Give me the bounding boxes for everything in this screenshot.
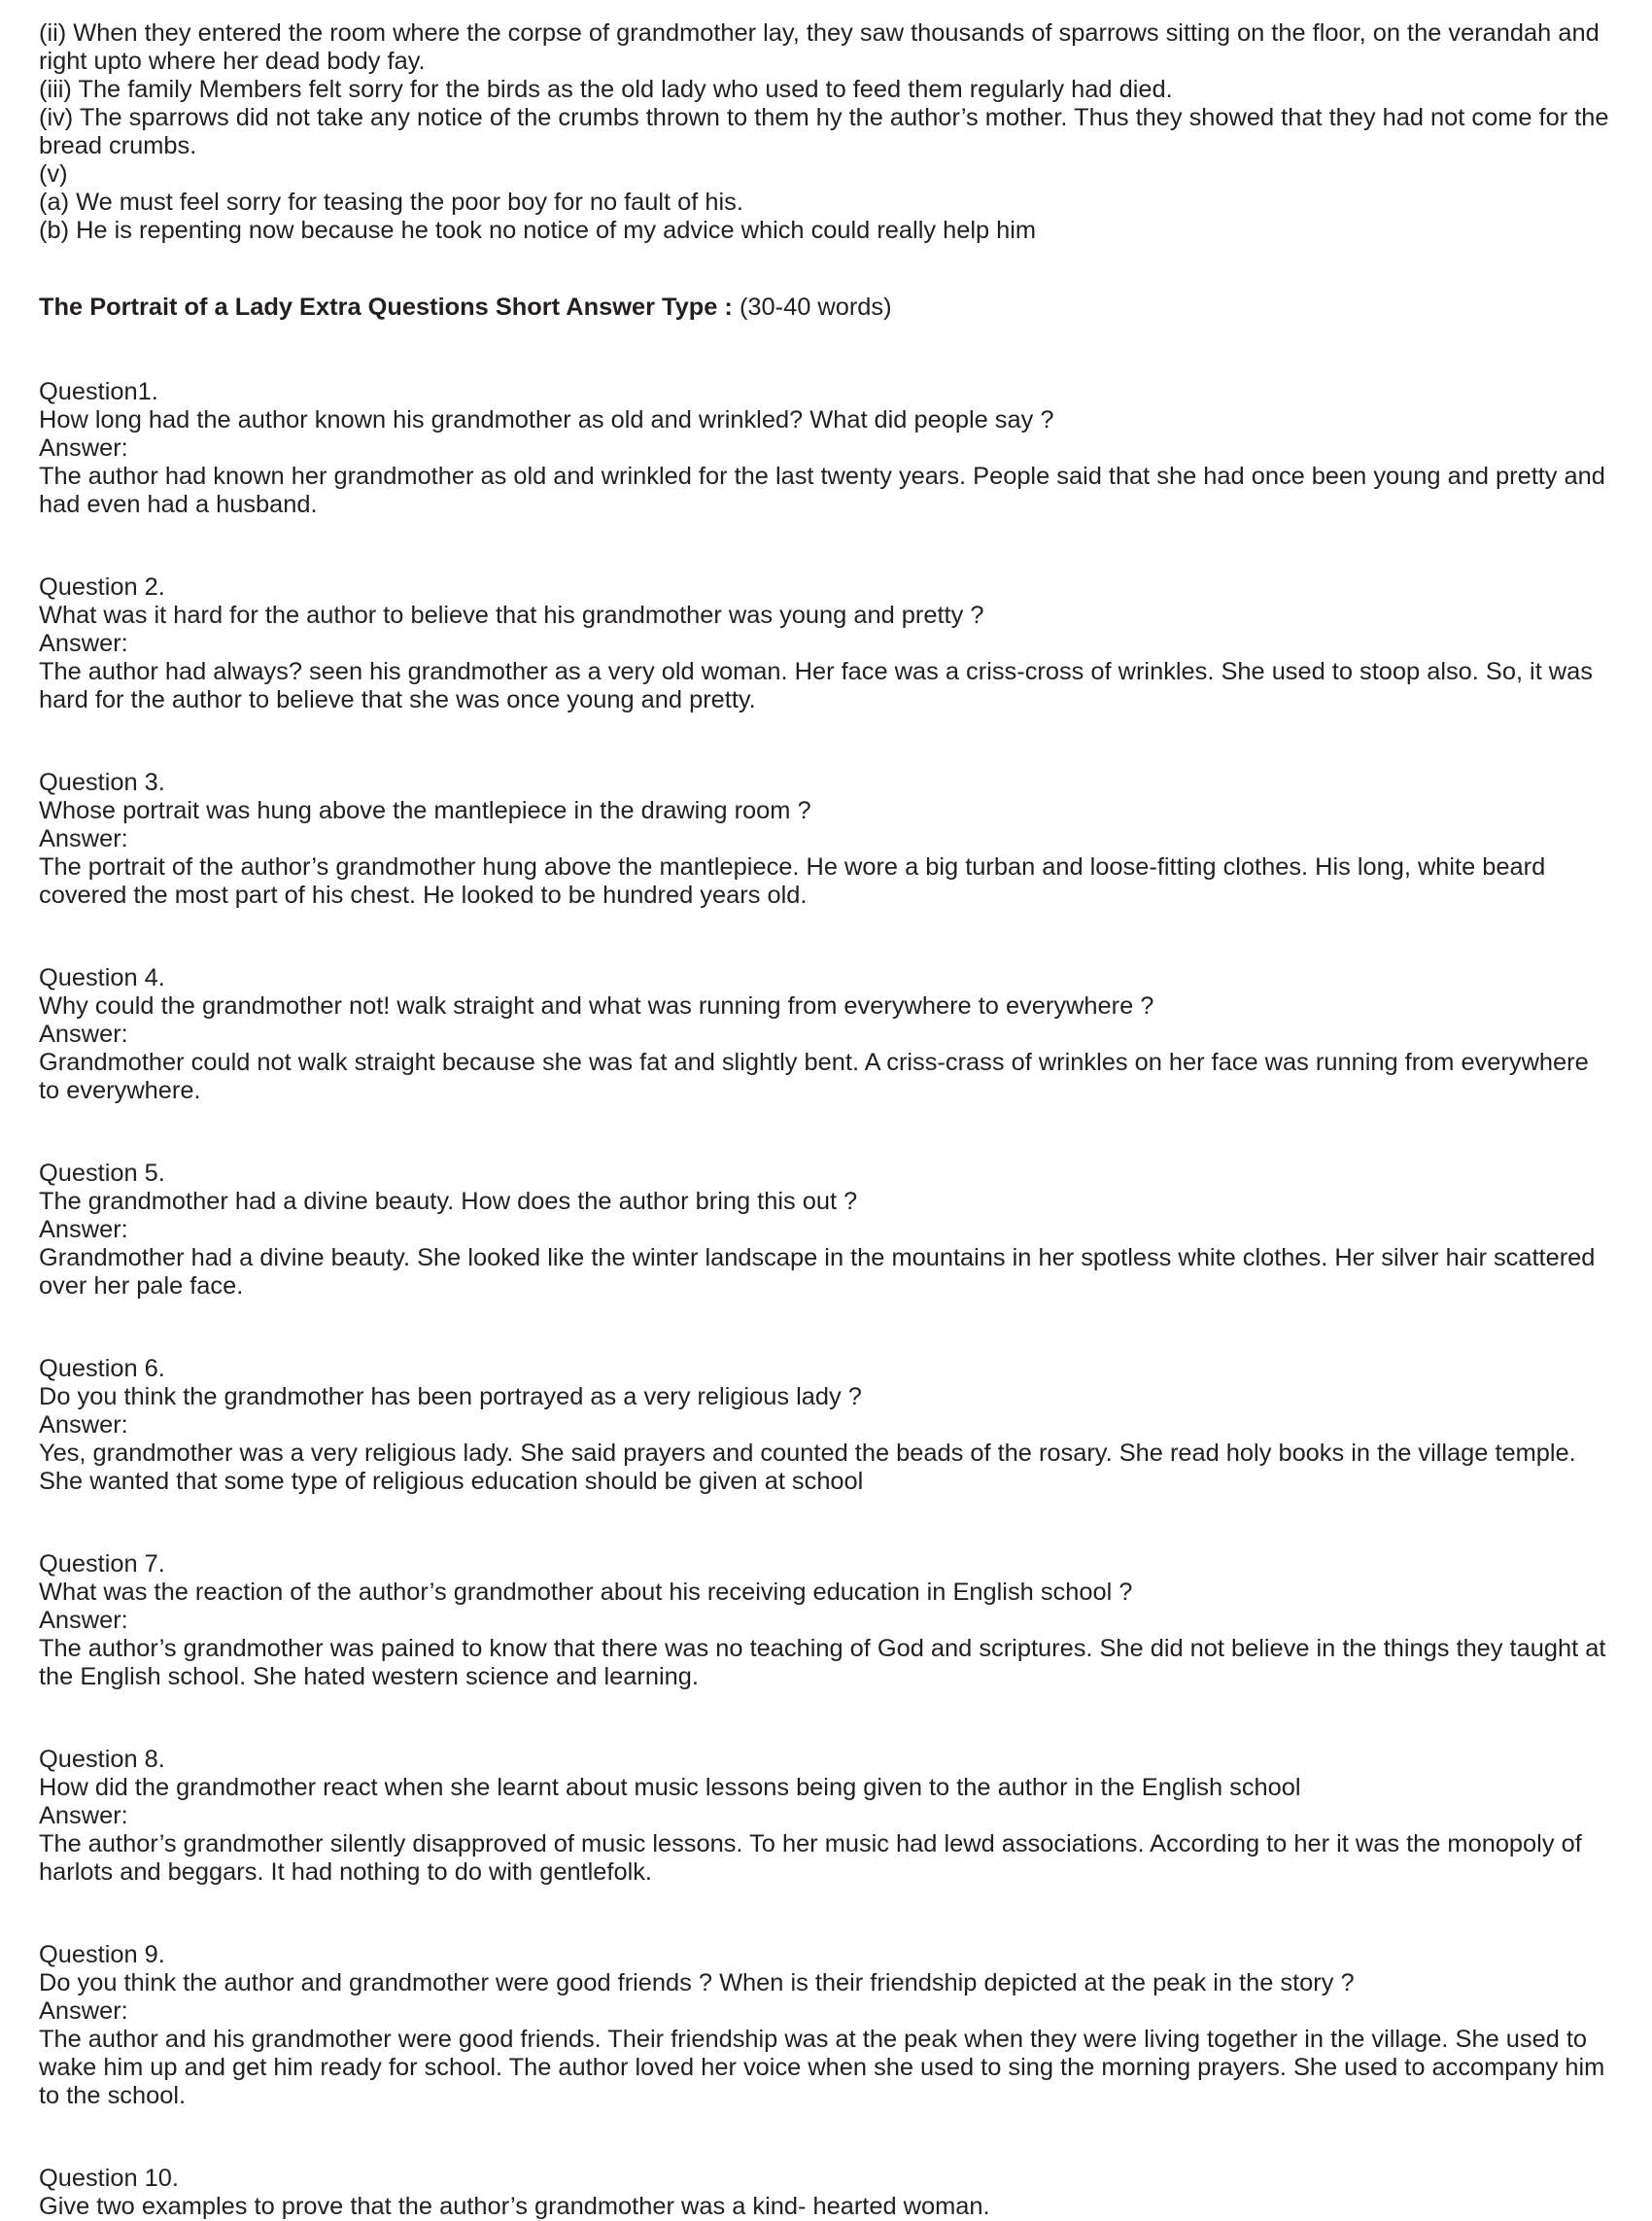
question-label: Question 5. [39, 1160, 165, 1187]
question-block-7 [39, 1550, 1613, 1691]
answer-text: The portrait of the author’s grandmother hung above the mantlepiece. He wore a big turban and loose-fitting clothes. His long, white beard covered the most part of his chest. He looked to be hundred years old. [39, 853, 1546, 909]
answer-label: Answer: [39, 1802, 128, 1829]
question-block-1 [39, 378, 1613, 519]
answer-text: Grandmother could not walk straight because she was fat and slightly bent. A criss-crass of wrinkles on her face was running from everywhere to everywhere. [39, 1049, 1589, 1104]
question-text: Why could the grandmother not! walk straight and what was running from everywhere to everywhere ? [39, 992, 1154, 1020]
question-text: How long had the author known his grandmother as old and wrinkled? What did people say ? [39, 406, 1054, 434]
question-block-8 [39, 1746, 1613, 1887]
question-label: Question 8. [39, 1746, 165, 1773]
answer-text: The author’s grandmother silently disapproved of music lessons. To her music had lewd associations. According to her it was the monopoly of harlots and beggars. It had nothing to do with gentlefolk. [39, 1830, 1582, 1886]
question-label: Question1. [39, 378, 158, 405]
question-label: Question 9. [39, 1941, 165, 1968]
question-label: Question 3. [39, 769, 165, 796]
intro-line: (v) [39, 160, 68, 188]
answer-text: The author and his grandmother were good friends. Their friendship was at the peak when they were living together in the village. She used to wake him up and get him ready for school. The author loved her voice when she used to sing the morning prayers. She used to accompany him to the school. [39, 2026, 1605, 2109]
question-text: Do you think the grandmother has been portrayed as a very religious lady ? [39, 1383, 862, 1410]
answer-label: Answer: [39, 825, 128, 852]
question-block-6 [39, 1355, 1613, 1496]
question-label: Question 6. [39, 1355, 165, 1382]
question-text: Do you think the author and grandmother were good friends ? When is their friendship depicted at the peak in the story ? [39, 1969, 1355, 1996]
question-text: What was the reaction of the author’s grandmother about his receiving education in English school ? [39, 1579, 1133, 1606]
answer-label: Answer: [39, 1607, 128, 1634]
answer-label: Answer: [39, 1021, 128, 1048]
intro-line: (b) He is repenting now because he took no notice of my advice which could really help him [39, 217, 1037, 244]
question-text: The grandmother had a divine beauty. How does the author bring this out ? [39, 1188, 858, 1215]
answer-label: Answer: [39, 1997, 128, 2025]
question-text: How did the grandmother react when she learnt about music lessons being given to the author in the English school [39, 1774, 1301, 1801]
question-label: Question 2. [39, 573, 165, 601]
question-block-2 [39, 573, 1613, 714]
question-text: Whose portrait was hung above the mantlepiece in the drawing room ? [39, 797, 811, 824]
question-label: Question 4. [39, 964, 165, 991]
section-heading-word-count: (30-40 words) [732, 294, 892, 321]
question-text: Give two examples to prove that the author’s grandmother was a kind- hearted woman. [39, 2193, 990, 2220]
answer-text: The author had known her grandmother as old and wrinkled for the last twenty years. People said that she had once been young and pretty and had even had a husband. [39, 463, 1605, 518]
question-block-5 [39, 1160, 1613, 1301]
answer-label: Answer: [39, 434, 128, 462]
question-block-3 [39, 769, 1613, 910]
section-heading-title: The Portrait of a Lady Extra Questions Short Answer Type : [39, 294, 733, 321]
intro-answers [39, 19, 1613, 245]
question-block-9 [39, 1941, 1613, 2110]
intro-line: (a) We must feel sorry for teasing the poor boy for no fault of his. [39, 189, 743, 216]
answer-text: Grandmother had a divine beauty. She looked like the winter landscape in the mountains in her spotless white clothes. Her silver hair scattered over her pale face. [39, 1244, 1596, 1300]
answer-text: The author had always? seen his grandmother as a very old woman. Her face was a criss-cross of wrinkles. She used to stoop also. So, it was hard for the author to believe that she was once young and pretty. [39, 658, 1593, 713]
answer-text: Yes, grandmother was a very religious lady. She said prayers and counted the beads of the rosary. She read holy books in the village temple. She wanted that some type of religious education should be given at school [39, 1440, 1576, 1495]
question-text: What was it hard for the author to believe that his grandmother was young and pretty ? [39, 602, 984, 629]
question-label: Question 7. [39, 1550, 165, 1578]
answer-text: The author’s grandmother was pained to know that there was no teaching of God and scriptures. She did not believe in the things they taught at the English school. She hated western science and learning. [39, 1635, 1606, 1690]
intro-line: (iii) The family Members felt sorry for the birds as the old lady who used to feed them regularly had died. [39, 76, 1173, 103]
answer-label: Answer: [39, 1411, 128, 1439]
section-heading [39, 294, 1613, 322]
answer-label: Answer: [39, 1216, 128, 1243]
answer-label: Answer: [39, 630, 128, 657]
question-block-4 [39, 964, 1613, 1105]
intro-line: (ii) When they entered the room where the corpse of grandmother lay, they saw thousands of sparrows sitting on the floor, on the verandah and right upto where her dead body fay. [39, 19, 1600, 75]
question-block-10 [39, 2165, 1613, 2221]
question-label: Question 10. [39, 2165, 179, 2192]
intro-line: (iv) The sparrows did not take any notice of the crumbs thrown to them hy the author’s mother. Thus they showed that they had not come for the bread crumbs. [39, 104, 1609, 159]
